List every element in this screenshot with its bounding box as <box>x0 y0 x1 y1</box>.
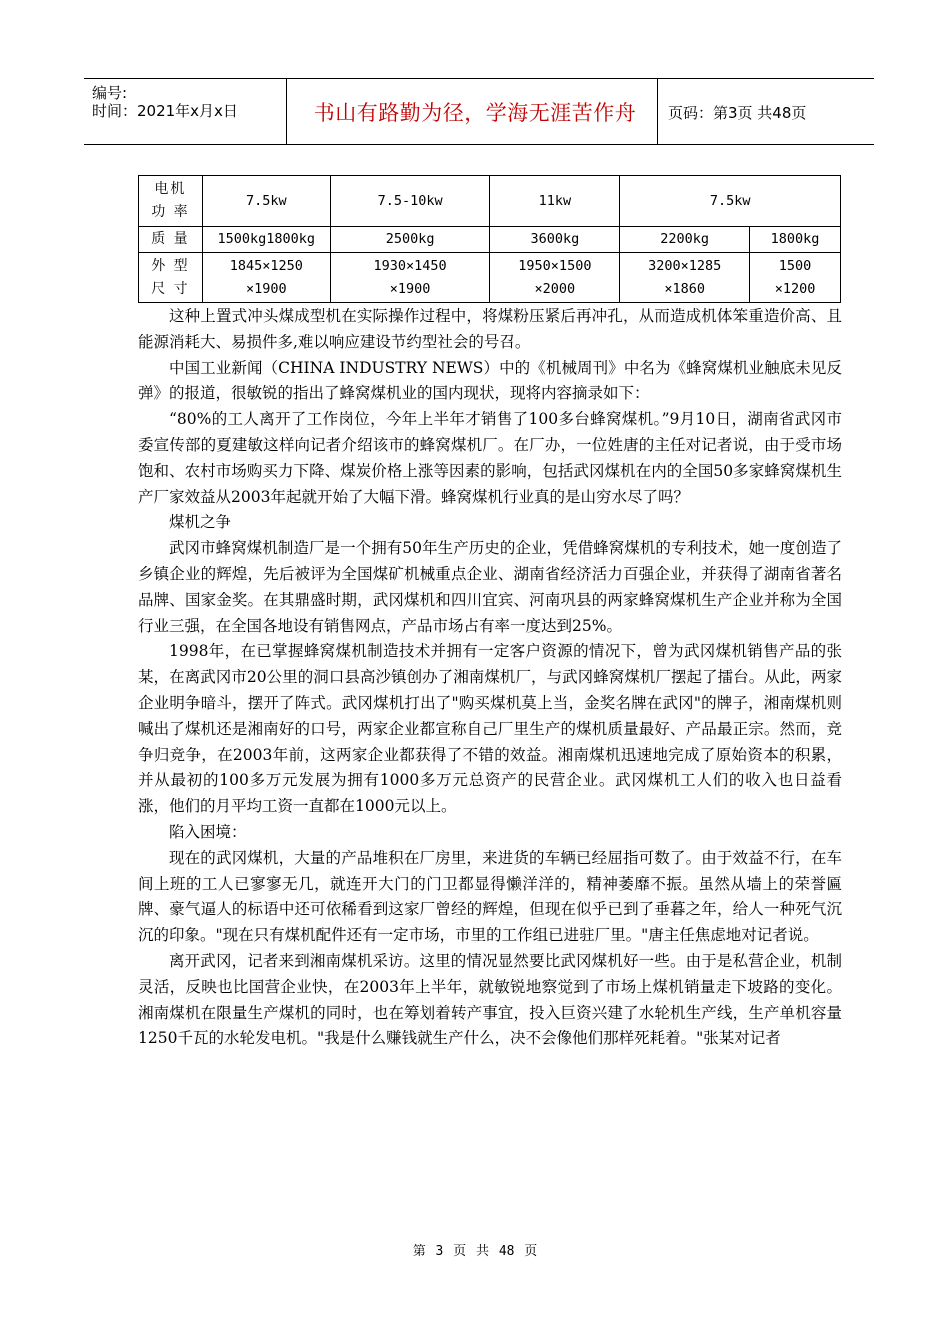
paragraph: 武冈市蜂窝煤机制造厂是一个拥有50年生产历史的企业，凭借蜂窝煤机的专利技术，她一度创造了乡镇企业的辉煌，先后被评为全国煤矿机械重点企业、湖南省经济活力百强企业，并获得了湖南省著名品牌、国家金奖。在其鼎盛时期，武冈煤机和四川宜宾、河南巩县的两家蜂窝煤机生产企业并称为全国行业三强，在全国各地设有销售网点，产品市场占有率一度达到25%。 <box>138 539 842 635</box>
page-footer: 第 3 页 共 48 页 <box>412 1244 538 1259</box>
table-cell: 7.5kw <box>202 176 330 227</box>
header-top-rule <box>84 78 874 79</box>
section-heading: 陷入困境： <box>169 822 247 841</box>
table-cell: 11kw <box>490 176 620 227</box>
table-cell: 1930×1450 ×1900 <box>330 253 490 303</box>
table-cell: 7.5kw <box>620 176 841 227</box>
section-heading: 煤机之争 <box>169 513 232 532</box>
table-cell: 1950×1500 ×2000 <box>490 253 620 303</box>
table-cell: 2500kg <box>330 227 490 253</box>
paragraph: 中国工业新闻（CHINA INDUSTRY NEWS）中的《机械周刊》中名为《蜂窝煤机业触底未见反弹》的报道，很敏锐的指出了蜂窝煤机业的国内现状，现将内容摘录如下： <box>138 358 842 403</box>
table-cell: 1800kg <box>750 227 841 253</box>
table-cell: 3200×1285 ×1860 <box>620 253 750 303</box>
paragraph: 现在的武冈煤机，大量的产品堆积在厂房里，来进货的车辆已经屈指可数了。由于效益不行，在车间上班的工人已寥寥无几，就连开大门的门卫都显得懒洋洋的，精神萎靡不振。虽然从墙上的荣誉匾牌、豪气逼人的标语中还可依稀看到这家厂曾经的辉煌，但现在似乎已到了垂暮之年，给人一种死气沉沉的印象。"现在只有煤机配件还有一定市场，市里的工作组已进驻厂里。"唐主任焦虑地对记者说。 <box>138 848 842 945</box>
table-cell: 1845×1250 ×1900 <box>202 253 330 303</box>
weight-label: 质 量 <box>139 227 203 253</box>
table-cell: 2200kg <box>620 227 750 253</box>
table-cell: 3600kg <box>490 227 620 253</box>
header-time-label: 时间：2021年x月x日 <box>92 102 238 120</box>
document-body <box>138 304 842 1052</box>
table-cell: 1500kg1800kg <box>202 227 330 253</box>
header-page-info: 页码：第3页 共48页 <box>668 104 807 122</box>
header-motto: 书山有路勤为径，学海无涯苦作舟 <box>313 101 637 125</box>
table-cell: 7.5-10kw <box>330 176 490 227</box>
header-divider-right <box>657 78 658 144</box>
paragraph: 1998年，在已掌握蜂窝煤机制造技术并拥有一定客户资源的情况下，曾为武冈煤机销售产品的张某，在离武冈市20公里的洞口县高沙镇创办了湘南煤机厂，与武冈蜂窝煤机厂摆起了擂台。从此，两家企业明争暗斗，摆开了阵式。武冈煤机打出了"购买煤机莫上当，金奖名牌在武冈"的牌子，湘南煤机则喊出了煤机还是湘南好的口号，两家企业都宣称自己厂里生产的煤机质量最好、产品最正宗。然而，竞争归竞争，在2003年前，这两家企业都获得了不错的效益。湘南煤机迅速地完成了原始资本的积累，并从最初的100多万元发展为拥有1000多万元总资产的民营企业。武冈煤机工人们的收入也日益看涨，他们的月平均工资一直都在1000元以上。 <box>138 642 842 816</box>
paragraph: 离开武冈，记者来到湘南煤机采访。这里的情况显然要比武冈煤机好一些。由于是私营企业，机制灵活，反映也比国营企业快，在2003年上半年，就敏锐地察觉到了市场上煤机销量走下坡路的变化。湘南煤机在限量生产煤机的同时，也在筹划着转产事宜，投入巨资兴建了水轮机生产线，生产单机容量1250千瓦的水轮发电机。"我是什么赚钱就生产什么，决不会像他们那样死耗着。"张某对记者 <box>138 951 842 1048</box>
table-row-weight <box>139 227 841 253</box>
paragraph: 这种上置式冲头煤成型机在实际操作过程中，将煤粉压紧后再冲孔，从而造成机体笨重造价高、且能源消耗大、易损件多,难以响应建设节约型社会的号召。 <box>138 307 842 351</box>
size-label: 外 型 尺 寸 <box>139 253 203 303</box>
header-number-label: 编号: <box>92 84 128 102</box>
power-label: 电机 功 率 <box>139 176 203 227</box>
header-bottom-rule <box>84 144 874 145</box>
table-cell: 1500 ×1200 <box>750 253 841 303</box>
table-row-power <box>139 176 841 227</box>
spec-table <box>138 175 841 303</box>
paragraph-quote: “80%的工人离开了工作岗位，今年上半年才销售了100多台蜂窝煤机。”9月10日，湖南省武冈市委宣传部的夏建敏这样向记者介绍该市的蜂窝煤机厂。在厂办，一位姓唐的主任对记者说，由于受市场饱和、农村市场购买力下降、煤炭价格上涨等因素的影响，包括武冈煤机在内的全国50多家蜂窝煤机生产厂家效益从2003年起就开始了大幅下滑。蜂窝煤机行业真的是山穷水尽了吗？ <box>138 410 842 506</box>
header-divider-left <box>286 78 287 144</box>
table-row-size <box>139 253 841 303</box>
